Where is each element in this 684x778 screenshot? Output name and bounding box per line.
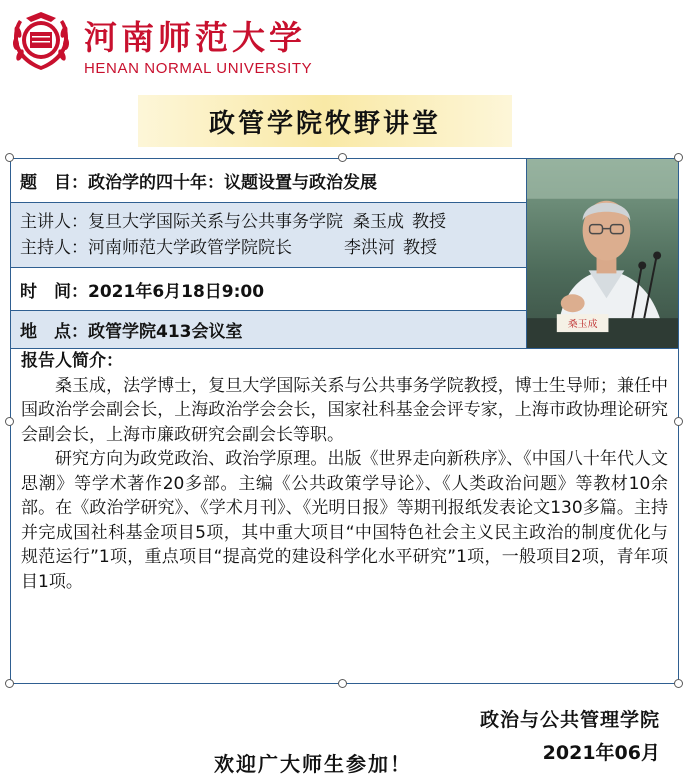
intro-heading: 报告人简介： [21, 351, 123, 371]
host-label: 主持人： [20, 238, 88, 258]
lecture-info-box [10, 158, 679, 684]
speaker-title: 教授 [412, 212, 446, 232]
resize-handle-bottom-right[interactable] [674, 679, 683, 688]
speaker-label: 主讲人： [20, 212, 88, 232]
host-affiliation: 河南师范大学政管学院院长 [88, 238, 292, 258]
university-name-cn: 河南师范大学 [84, 18, 306, 57]
host-title: 教授 [403, 238, 437, 258]
place-label: 地 点： [20, 322, 88, 342]
organizer: 政治与公共管理学院 [479, 709, 660, 731]
host-name: 李洪河 [344, 238, 395, 258]
speaker-name: 桑玉成 [353, 212, 404, 232]
intro-paragraph-2: 研究方向为政党政治、政治学原理。出版《世界走向新秩序》、《中国八十年代人文思潮》等学术著作20多部。主编《公共政策学导论》、《人类政治问题》等教材10余部。在《政治学研究》、《学术月刊》、《光明日报》等期刊报纸发表论文130多篇。主持并完成国社科基金项目5项，其中重大项目“中国特色社会主义民主政治的制度优化与规范运行”1项，重点项目“提高党的建设科学化水平研究”1项，一般项目2项，青年项目1项。 [21, 449, 668, 592]
title-label: 题 目： [20, 173, 88, 193]
welcome-message: 欢迎广大师生参加！ [214, 752, 412, 776]
resize-handle-top-right[interactable] [674, 153, 683, 162]
time-label: 时 间： [20, 281, 88, 302]
speaker-line [20, 209, 446, 235]
nameplate-text: 桑玉成 [567, 319, 598, 331]
issue-date: 2021年06月 [542, 742, 660, 764]
university-name-en: HENAN NORMAL UNIVERSITY [84, 60, 313, 77]
resize-handle-top-left[interactable] [5, 153, 14, 162]
time-row [11, 268, 526, 311]
lecture-title-row [11, 159, 526, 203]
speaker-host-row [11, 203, 526, 268]
lecture-time: 2021年6月18日9:00 [88, 281, 265, 302]
speaker-introduction [11, 349, 678, 594]
host-line [20, 235, 437, 261]
resize-handle-middle-right[interactable] [674, 417, 683, 426]
lecture-series-banner [138, 95, 512, 147]
resize-handle-bottom-left[interactable] [5, 679, 14, 688]
speaker-photo [526, 159, 678, 349]
intro-paragraph-1: 桑玉成，法学博士，复旦大学国际关系与公共事务学院教授，博士生导师；兼任中国政治学会副会长，上海政治学会会长，国家社科基金会评专家，上海市政协理论研究会副会长，上海市廉政研究会副会长等职。 [21, 375, 668, 445]
lecture-title: 政治学的四十年：议题设置与政治发展 [88, 173, 377, 193]
speaker-affiliation: 复旦大学国际关系与公共事务学院 [88, 212, 343, 232]
resize-handle-top-middle[interactable] [338, 153, 347, 162]
lecture-place: 政管学院413会议室 [88, 322, 243, 342]
resize-handle-middle-left[interactable] [5, 417, 14, 426]
banner-title: 政管学院牧野讲堂 [208, 108, 441, 139]
resize-handle-bottom-middle[interactable] [338, 679, 347, 688]
university-seal-logo [6, 8, 76, 78]
place-row [11, 311, 526, 349]
